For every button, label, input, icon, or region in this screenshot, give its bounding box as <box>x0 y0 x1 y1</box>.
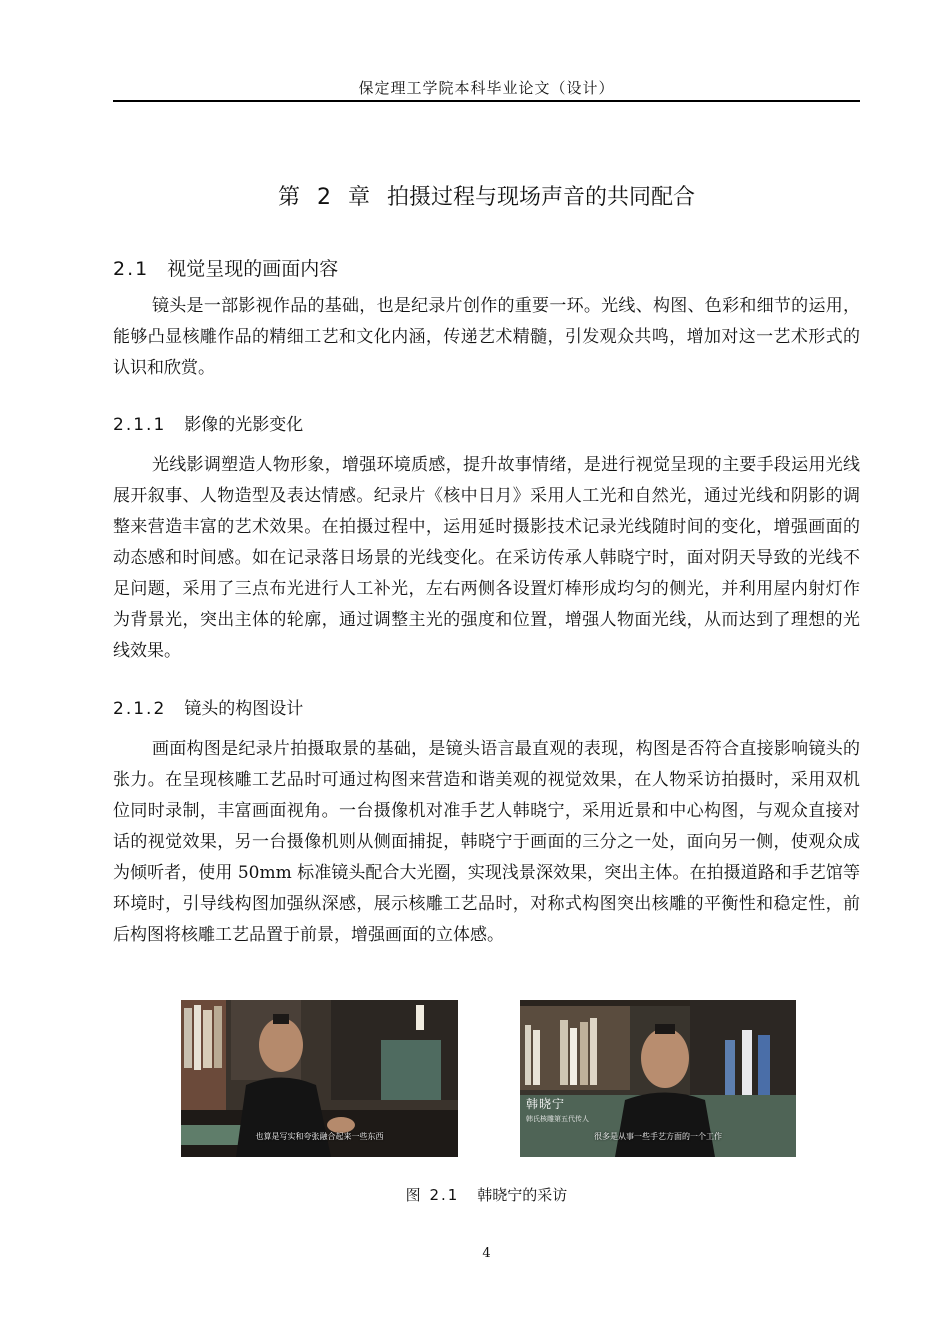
paragraph-2-1-2: 画面构图是纪录片拍摄取景的基础，是镜头语言最直观的表现，构图是否符合直接影响镜头的张力。在呈现核雕工艺品时可通过构图来营造和谐美观的视觉效果，在人物采访拍摄时，采用双机位同时录制，丰富画面视角。一台摄像机对准手艺人韩晓宁，采用近景和中心构图，与观众直接对话的视觉效果，另一台摄像机则从侧面捕捉，韩晓宁于画面的三分之一处，面向另一侧，使观众成为倾听者，使用 50mm 标准镜头配合大光圈，实现浅景深效果，突出主体。在拍摄道路和手艺馆等环境时，引导线构图加强纵深感，展示核雕工艺品时，对称式构图突出核雕的平衡性和稳定性，前后构图将核雕工艺品置于前景，增强画面的立体感。 <box>113 739 860 945</box>
video-subtitle: 也算是写实和夸张融合起来一些东西 <box>255 1132 384 1141</box>
interview-photo-left <box>181 1000 458 1157</box>
section-title: 镜头的构图设计 <box>184 699 304 719</box>
section-title: 视觉呈现的画面内容 <box>167 258 339 280</box>
header-rule <box>113 100 860 102</box>
chapter-title <box>113 180 860 211</box>
section-number: 2.1.2 <box>113 699 167 719</box>
paragraph-2-1-1: 光线影调塑造人物形象，增强环境质感，提升故事情绪，是进行视觉呈现的主要手段运用光线展开叙事、人物造型及表达情感。纪录片《核中日月》采用人工光和自然光，通过光线和阴影的调整来营造丰富的艺术效果。在拍摄过程中，运用延时摄影技术记录光线随时间的变化，增强画面的动态感和时间感。如在记录落日场景的光线变化。在采访传承人韩晓宁时，面对阴天导致的光线不足问题，采用了三点布光进行人工补光，左右两侧各设置灯棒形成均匀的侧光，并利用屋内射灯作为背景光，突出主体的轮廓，通过调整主光的强度和位置，增强人物面光线，从而达到了理想的光线效果。 <box>113 455 860 661</box>
paragraph-2-1: 镜头是一部影视作品的基础，也是纪录片创作的重要一环。光线、构图、色彩和细节的运用，能够凸显核雕作品的精细工艺和文化内涵，传递艺术精髓，引发观众共鸣，增加对这一艺术形式的认识和欣赏。 <box>113 296 860 378</box>
speaker-name: 韩晓宁 <box>526 1097 566 1111</box>
page-number: 4 <box>482 1246 491 1261</box>
section-number: 2.1.1 <box>113 415 167 435</box>
section-number: 2.1 <box>113 258 150 280</box>
running-header: 保定理工学院本科毕业论文（设计） <box>358 79 615 97</box>
figure-number: 图 2.1 <box>405 1186 460 1204</box>
speaker-title: 韩氏核雕第五代传人 <box>526 1115 589 1123</box>
section-heading-2-1-1 <box>113 410 303 435</box>
video-subtitle: 很多是从事一些手艺方面的一个工作 <box>594 1132 722 1141</box>
interview-photo-right <box>520 1000 796 1157</box>
figure-title: 韩晓宁的采访 <box>477 1186 568 1204</box>
chapter-name: 拍摄过程与现场声音的共同配合 <box>386 185 695 210</box>
figure-caption <box>113 1184 860 1205</box>
section-title: 影像的光影变化 <box>184 415 304 435</box>
section-heading-2-1 <box>113 254 338 281</box>
chapter-number: 第 2 章 <box>278 185 370 210</box>
section-heading-2-1-2 <box>113 694 303 719</box>
